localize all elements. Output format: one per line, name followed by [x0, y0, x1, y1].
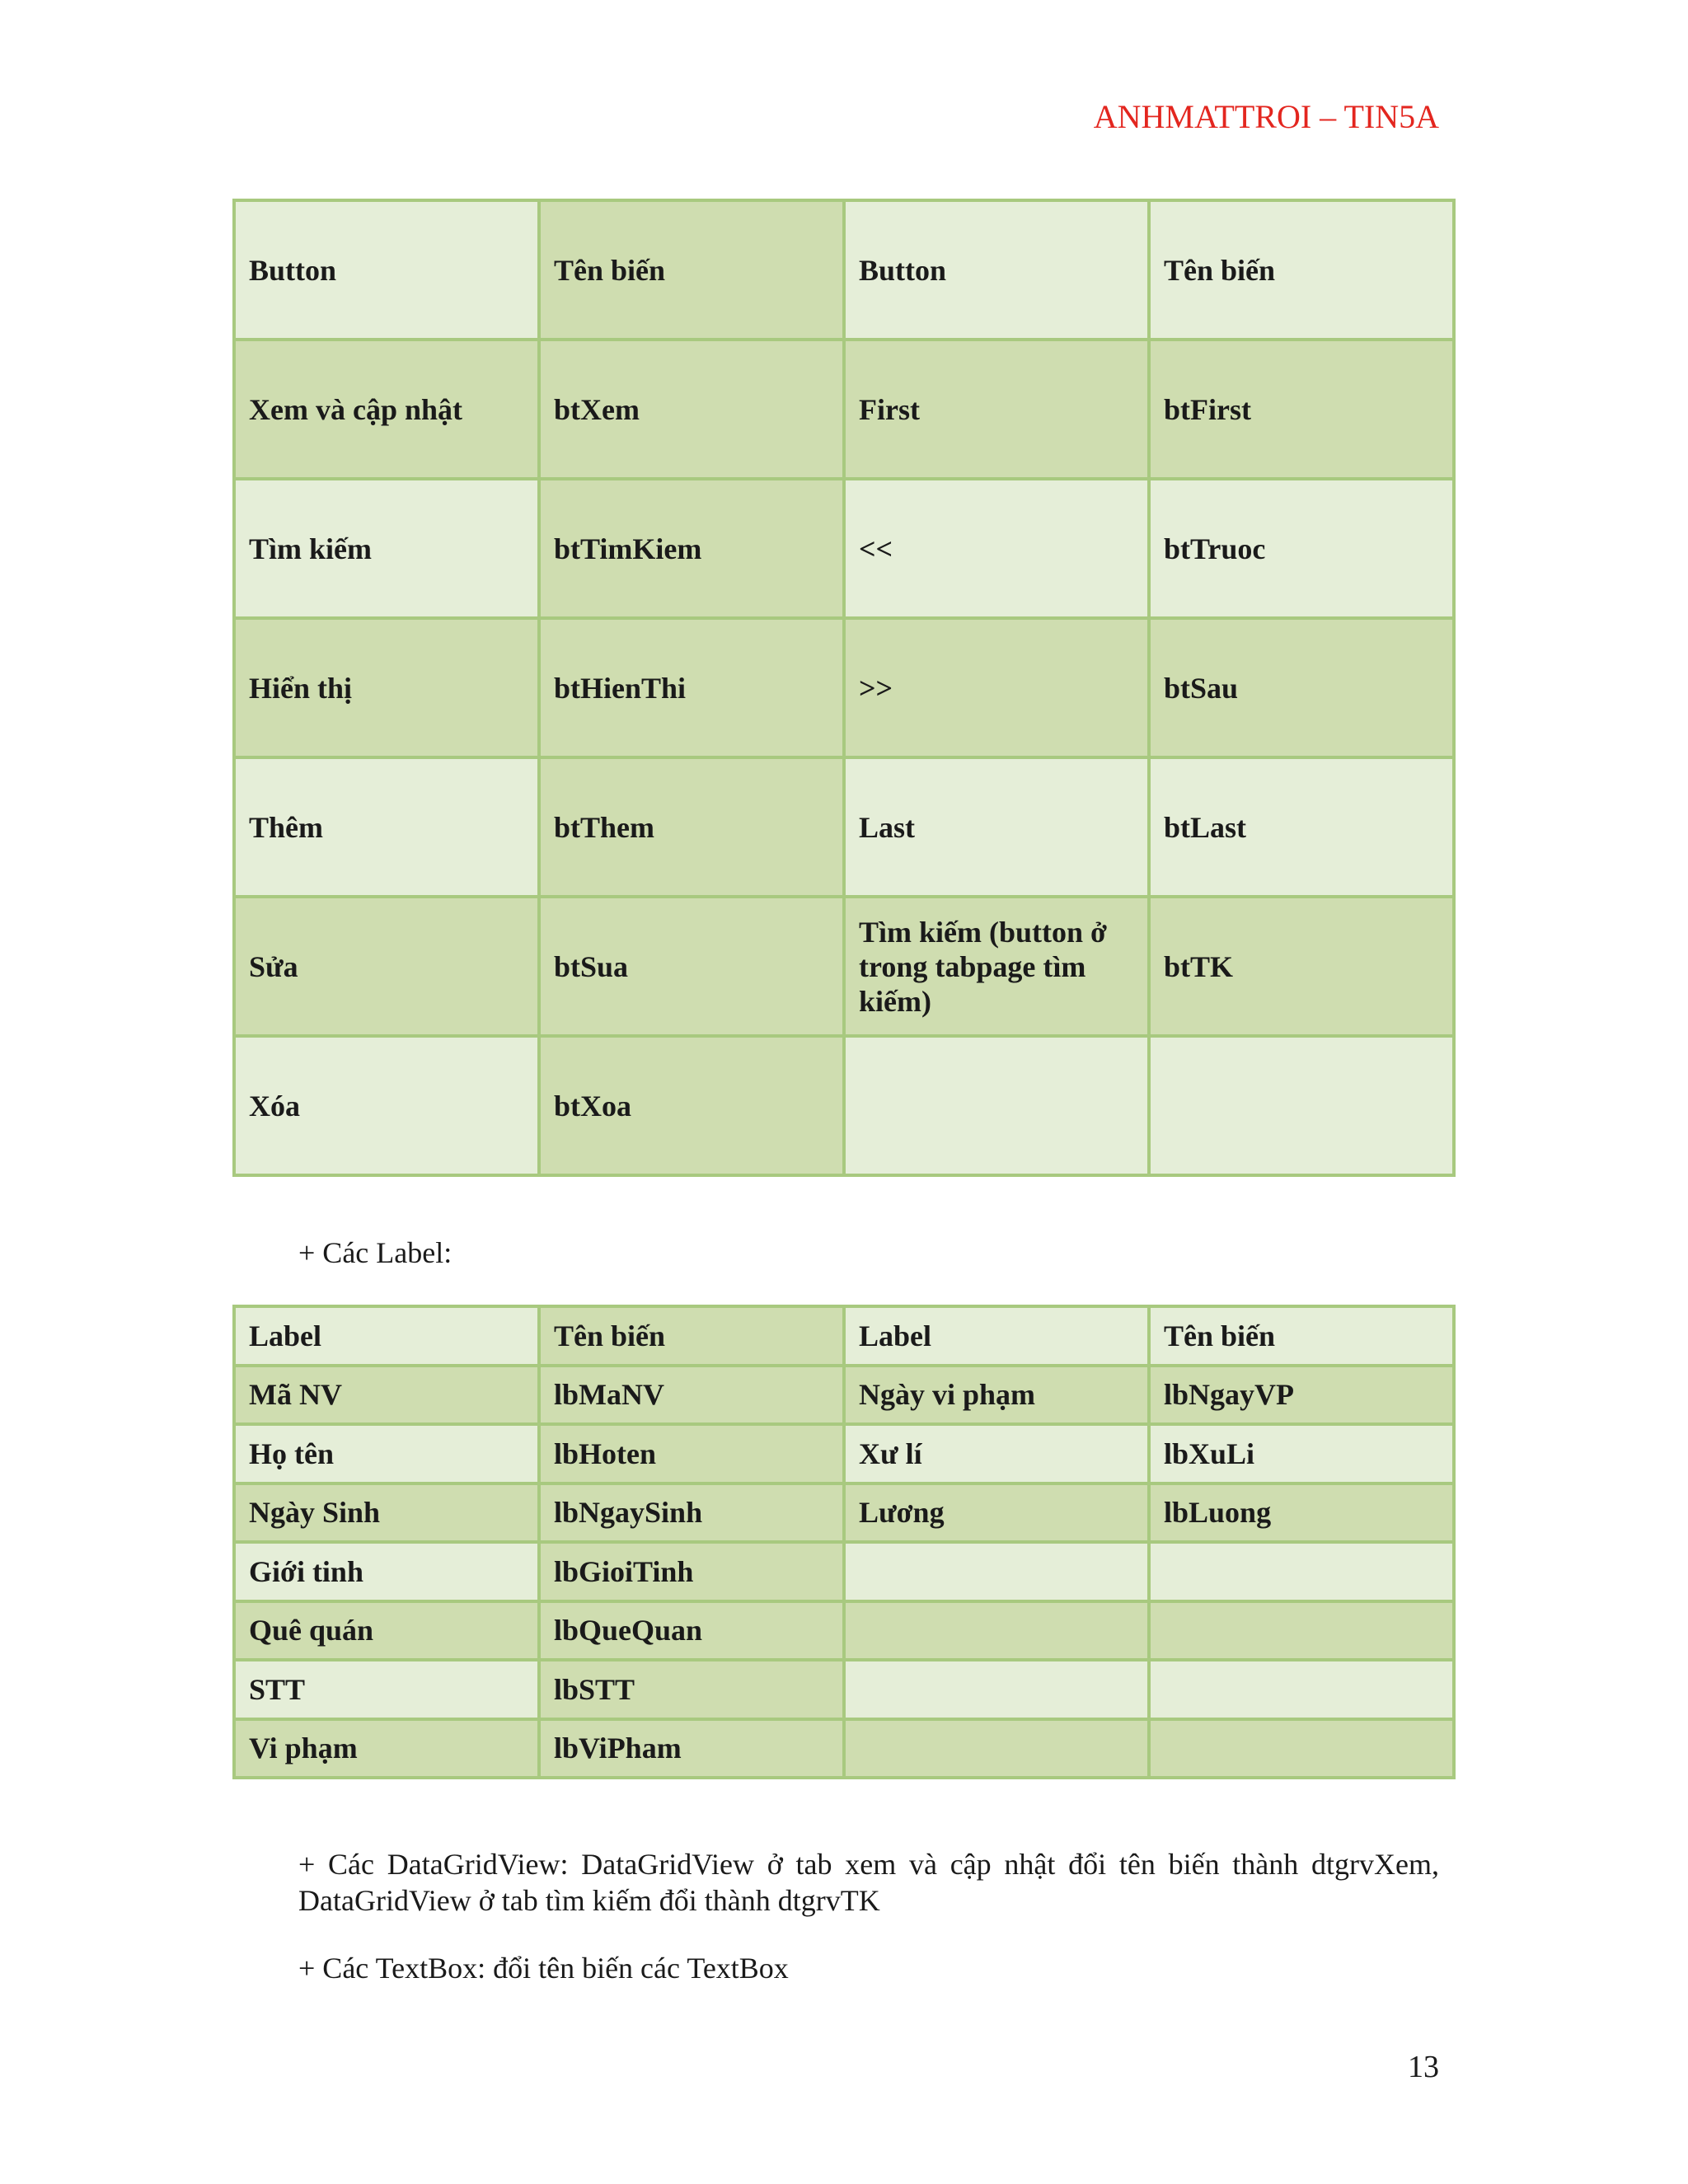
table-cell: lbLuong	[1149, 1483, 1454, 1543]
table-cell: btSau	[1149, 618, 1454, 757]
table-cell: Hiển thị	[234, 618, 539, 757]
table-cell: Last	[844, 757, 1149, 897]
table-cell: lbNgayVP	[1149, 1366, 1454, 1425]
textbox-note: + Các TextBox: đổi tên biến các TextBox	[298, 1952, 789, 1985]
table-header-cell: Tên biến	[539, 200, 844, 340]
table-cell: lbMaNV	[539, 1366, 844, 1425]
table-cell: lbSTT	[539, 1660, 844, 1719]
table-cell: lbViPham	[539, 1719, 844, 1779]
table-row	[234, 1424, 1454, 1483]
table-cell: >>	[844, 618, 1149, 757]
table-cell	[844, 1719, 1149, 1779]
table-cell: Sửa	[234, 897, 539, 1036]
table-cell: Xư lí	[844, 1424, 1149, 1483]
table-cell: Ngày vi phạm	[844, 1366, 1149, 1425]
table-cell: btTruoc	[1149, 479, 1454, 618]
table-cell: lbHoten	[539, 1424, 844, 1483]
table-cell: Quê quán	[234, 1601, 539, 1661]
table-row	[234, 1601, 1454, 1661]
table-cell: Xem và cập nhật	[234, 340, 539, 479]
table-cell: Ngày Sinh	[234, 1483, 539, 1543]
table-row	[234, 1719, 1454, 1779]
table-cell: lbQueQuan	[539, 1601, 844, 1661]
table-cell: STT	[234, 1660, 539, 1719]
table-cell: <<	[844, 479, 1149, 618]
table-header-cell: Button	[234, 200, 539, 340]
table-row	[234, 618, 1454, 757]
table-cell: Lương	[844, 1483, 1149, 1543]
table-header-cell: Tên biến	[539, 1306, 844, 1366]
table-cell: btFirst	[1149, 340, 1454, 479]
table-row	[234, 1036, 1454, 1175]
datagridview-note: + Các DataGridView: DataGridView ở tab xem và cập nhật đổi tên biến thành dtgrvXem, DataGridView ở tab tìm kiếm đổi thành dtgrvTK	[298, 1848, 1439, 1917]
table-row	[234, 1366, 1454, 1425]
table-cell	[1149, 1601, 1454, 1661]
table-header-cell: Label	[844, 1306, 1149, 1366]
labels-table	[232, 1305, 1456, 1779]
table-row	[234, 479, 1454, 618]
table-row	[234, 1660, 1454, 1719]
table-cell	[844, 1601, 1149, 1661]
table-cell: Giới tinh	[234, 1542, 539, 1601]
table-cell	[1149, 1036, 1454, 1175]
table-row	[234, 1483, 1454, 1543]
table-cell: btTimKiem	[539, 479, 844, 618]
table-cell: btXoa	[539, 1036, 844, 1175]
table-header-row	[234, 200, 1454, 340]
table-header-row	[234, 1306, 1454, 1366]
table-cell: Mã NV	[234, 1366, 539, 1425]
table-cell	[844, 1542, 1149, 1601]
table-cell: btTK	[1149, 897, 1454, 1036]
table-cell: btLast	[1149, 757, 1454, 897]
table-cell: Họ tên	[234, 1424, 539, 1483]
buttons-table	[232, 199, 1456, 1177]
table-cell: lbGioiTinh	[539, 1542, 844, 1601]
table-header-cell: Tên biến	[1149, 200, 1454, 340]
table-cell: lbXuLi	[1149, 1424, 1454, 1483]
page-header: ANHMATTROI – TIN5A	[1093, 98, 1439, 135]
table-cell	[844, 1036, 1149, 1175]
table-cell: btHienThi	[539, 618, 844, 757]
table-cell: Tìm kiếm	[234, 479, 539, 618]
table-row	[234, 897, 1454, 1036]
table-cell: btThem	[539, 757, 844, 897]
table-cell: Thêm	[234, 757, 539, 897]
table-cell: First	[844, 340, 1149, 479]
page-number: 13	[1408, 2050, 1439, 2084]
labels-intro: + Các Label:	[298, 1236, 452, 1269]
table-cell: Vi phạm	[234, 1719, 539, 1779]
table-cell	[1149, 1719, 1454, 1779]
table-row	[234, 757, 1454, 897]
table-cell: Xóa	[234, 1036, 539, 1175]
table-row	[234, 340, 1454, 479]
table-cell	[844, 1660, 1149, 1719]
table-header-cell: Button	[844, 200, 1149, 340]
table-cell	[1149, 1542, 1454, 1601]
table-cell: Tìm kiếm (button ở trong tabpage tìm kiếm)	[844, 897, 1149, 1036]
table-cell: lbNgaySinh	[539, 1483, 844, 1543]
table-row	[234, 1542, 1454, 1601]
table-cell: btSua	[539, 897, 844, 1036]
table-cell	[1149, 1660, 1454, 1719]
table-header-cell: Label	[234, 1306, 539, 1366]
table-header-cell: Tên biến	[1149, 1306, 1454, 1366]
table-cell: btXem	[539, 340, 844, 479]
